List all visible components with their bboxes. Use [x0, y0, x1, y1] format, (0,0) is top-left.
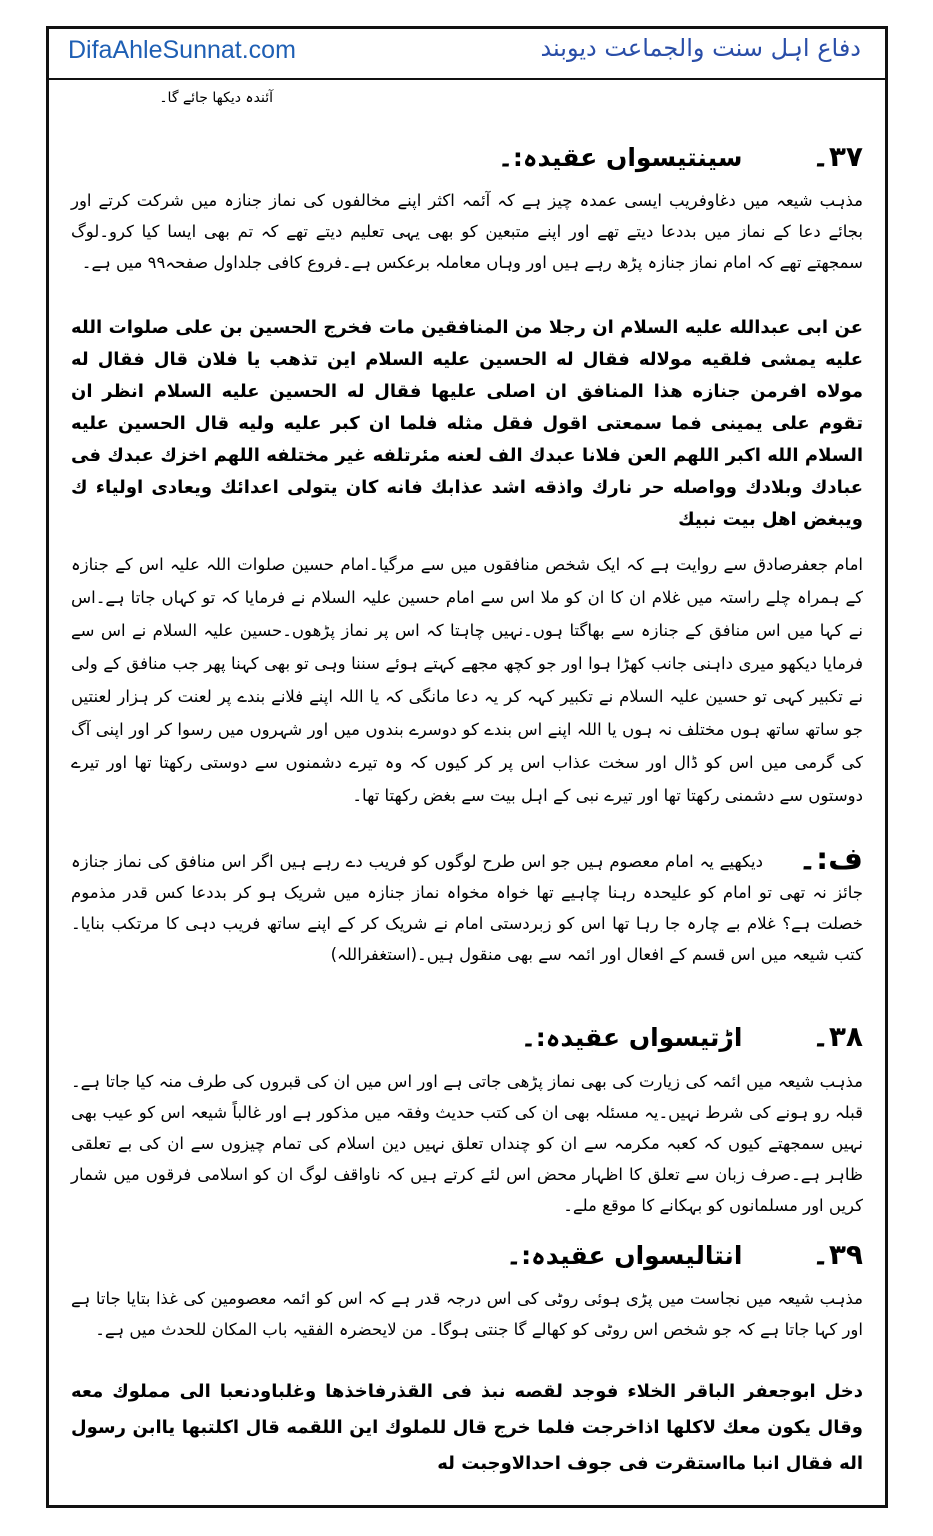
section-37-heading	[498, 140, 863, 173]
section-37-number: ۳۷۔	[812, 140, 863, 173]
section-37-title: سینتیسواں عقیدہ:۔	[498, 143, 743, 172]
site-title: دفاع اہل سنت والجماعت دیوبند	[540, 34, 861, 62]
top-note: آئندہ دیکھا جائے گا۔	[159, 90, 273, 106]
header-divider	[46, 78, 888, 80]
section-39-arabic: دخل ابوجعفر الباقر الخلاء فوجد لقصه نبذ فى القذرفاخذها وغلباودنعبا الى مملوك معه وقال يكون معك لاكلها اذاخرجت فلما خرج قال للملوك اين اللقمه قال اكلتبها ياابن رسول اله فقال انبا مااستقرت فى جوف احدالاوجبت له	[71, 1381, 863, 1474]
section-39-title: انتالیسواں عقیدہ:۔	[506, 1241, 743, 1270]
section-39-text: مذہب شیعہ میں نجاست میں پڑی ہوئی روٹی کی اس درجہ قدر ہے کہ اس کو ائمہ معصومین کی غذا بتایا جاتا ہے اور کہا جاتا ہے کہ جو شخص اس روٹی کو کھالے گا جنتی ہوگا۔ من لایحضرہ الفقیہ باب المکان للحدث میں ہے۔	[71, 1289, 863, 1339]
section-38-heading	[521, 1020, 863, 1053]
section-39-heading	[507, 1238, 863, 1271]
section-37-translation: امام جعفرصادق سے روایت ہے کہ ایک شخص منافقوں میں سے مرگیا۔امام حسین صلوات اللہ علیہ اس کے جنازہ کے ہمراہ چلے راستہ میں غلام ان کا ان کو ملا اس سے امام حسین علیہ السلام نے فرمایا کہ تو کہاں جاتا ہے۔اس نے کہا میں اس منافق کے جنازہ سے بھاگتا ہوں۔نہیں چاہتا کہ اس پر نماز پڑھوں۔حسین علیہ السلام نے اس سے فرمایا دیکھو میری داہنی جانب کھڑا ہوا اور جو کچھ مجھے کہتے ہوئے سننا وہی تو بھی کہنا پھر جب منافق کے ولی نے تکبیر کہی تو حسین علیہ السلام نے تکبیر کہہ کر یہ دعا مانگی کہ یا اللہ اپنے فلانے بندے پر لعنت کر ہزار لعنتیں جو ساتھ ساتھ ہوں مختلف نہ ہوں یا اللہ اپنے اس بندے کو دوسرے بندوں میں اور شہروں میں رسوا کر اور اپنی آگ کی گرمی میں اس کو ڈال اور سخت عذاب اس پر کر کیوں کہ وہ تیرے دشمنوں سے دوستی رکھتا تھا اور تیرے دوستوں سے دشمنی رکھتا تھا اور تیرے نبی کے اہل بیت سے بغض رکھتا تھا۔	[71, 555, 863, 805]
section-38-number: ۳۸۔	[812, 1020, 863, 1053]
section-37-arabic: عن ابى عبدالله عليه السلام ان رجلا من المنافقين مات فخرج الحسين بن على صلوات الله عليه يمشى فلقيه مولاله فقال له الحسين عليه السلام اين تذهب يا فلان قال فقال له مولاه افرمن جنازه هذا المنافق ان اصلى عليها فقال له الحسين عليه السلام انظر ان تقوم على يمينى فما سمعتى اقول فقل مثله فلما ان كبر عليه وليه قال الحسين عليه السلام الله اكبر اللهم العن فلانا عبدك الف لعنه مئرتلفه غير مختلفه اللهم اخزك عبدك فى عبادك وبلادك وواصله حر نارك واذقه اشد عذابك فانه كان يتولى اعدائك ويعادى اولياء ك ويبغض اهل بيت نبيك	[71, 317, 863, 530]
section-39-number: ۳۹۔	[812, 1238, 863, 1271]
fa-text: دیکھیے یہ امام معصوم ہیں جو اس طرح لوگوں کو فریب دے رہے ہیں اگر اس منافق کی نماز جنازہ جائز نہ تھی تو امام کو علیحدہ رہنا چاہیے تھا خواہ مخواہ نماز جنازہ میں شریک ہو کر بددعا کس قدر مذموم خصلت ہے؟ غلام بے چارہ جا رہا تھا اس کو زبردستی امام نے شریک کر کے اپنے ساتھ فریب دہی کا مرتکب بنایا۔کتب شیعہ میں اس قسم کے افعال اور ائمہ سے بھی منقول ہیں۔(استغفراللہ)	[71, 852, 863, 964]
site-url[interactable]: DifaAhleSunnat.com	[68, 36, 296, 64]
section-38-text: مذہب شیعہ میں ائمہ کی زیارت کی بھی نماز پڑھی جاتی ہے اور اس میں ان کی قبروں کی طرف منہ کیا جاتا ہے۔قبلہ رو ہونے کی شرط نہیں۔یہ مسئلہ بھی ان کی کتب حدیث وفقہ میں مذکور ہے اور غالباً شیعہ اس کو عیب بھی نہیں سمجھتے کیوں کہ کعبہ مکرمہ سے ان کو چنداں تعلق نہیں دین اسلام کی تمام چیزوں سے ان کی بے تعلقی ظاہر ہے۔صرف زبان سے تعلق کا اظہار محض اس لئے کرتے ہیں کہ ناواقف لوگ ان کو اسلامی فرقوں میں شمار کریں اور مسلمانوں کو بہکانے کا موقع ملے۔	[71, 1072, 863, 1215]
fa-label: ف:۔	[798, 842, 863, 877]
section-38-title: اڑتیسواں عقیدہ:۔	[521, 1023, 743, 1052]
section-37-intro: مذہب شیعہ میں دغاوفریب ایسی عمدہ چیز ہے کہ آئمہ اکثر اپنے مخالفوں کی نماز جنازہ میں شرکت کرتے اور بجائے دعا کے نماز میں بددعا دیتے تھے اور اپنے متبعین کو بھی یہی تعلیم دیتے تھے کہ تم بھی ایسا کیا کرو۔لوگ سمجھتے تھے کہ امام نماز جنازہ پڑھ رہے ہیں اور وہاں معاملہ برعکس ہے۔فروع کافی جلداول صفحہ۹۹ میں ہے۔	[71, 191, 863, 272]
